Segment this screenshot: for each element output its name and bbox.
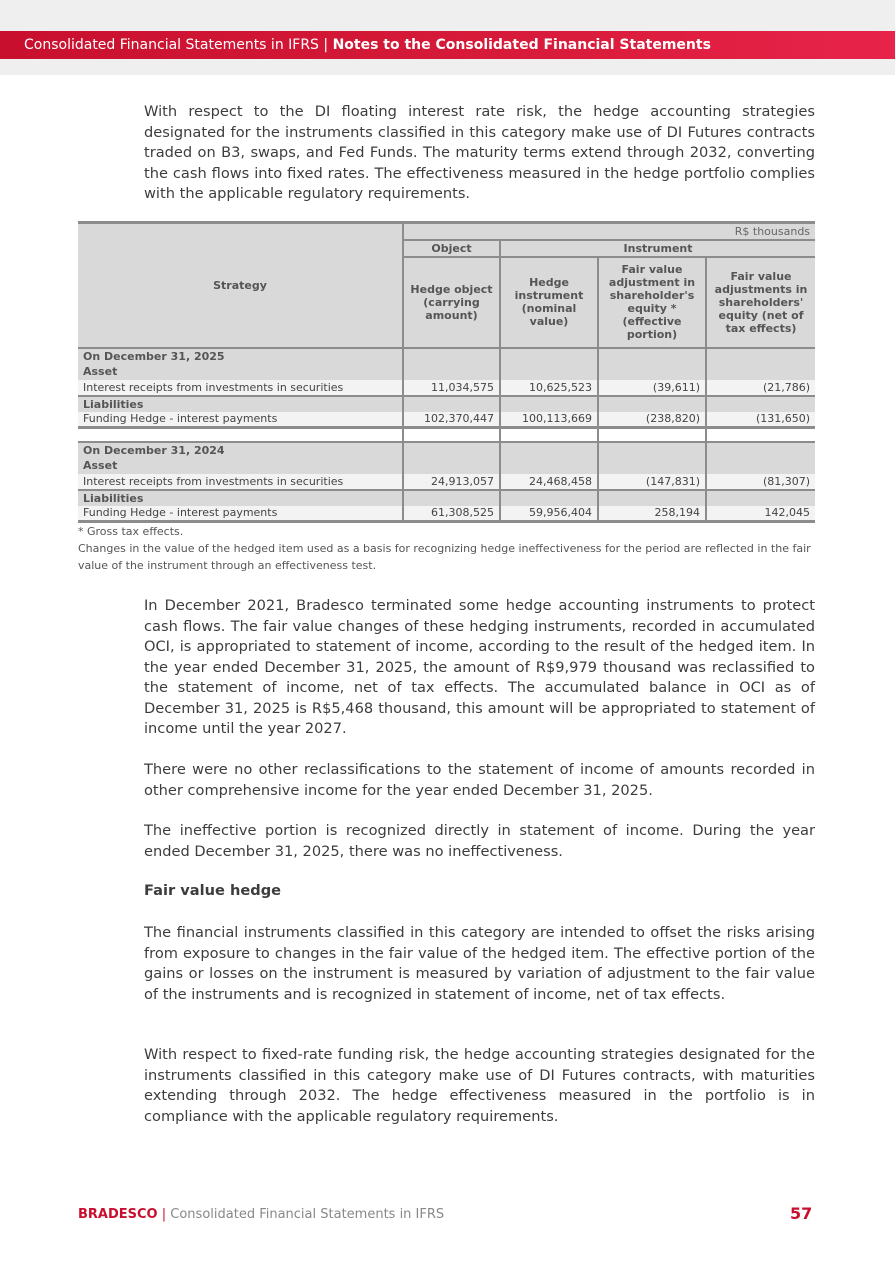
intro-paragraph: With respect to the DI floating interest rate risk, the hedge accounting strategies designated for the instruments classified in this category make use of DI Futures contracts traded on B3, swaps, and Fed Funds. The maturity terms extend through 2032, converting the cash flows into fixed rates. The effectiveness measured in the hedge portfolio complies with the applicable regulatory requirements. — [144, 103, 815, 202]
paragraph-oci: In December 2021, Bradesco terminated some hedge accounting instruments to protect cash flows. The fair value changes of these hedging instruments, recorded in accumulated OCI, is appropriated to statement of income, according to the result of the hedged item. In the year ended December 31, 2025, the amount of R$9,979 thousand was reclassified to the statement of income, net of tax effects. The accumulated balance in OCI as of December 31, 2025 is R$5,468 thousand, this amount will be appropriated to statement of income until the year 2027. — [144, 597, 815, 737]
cell-value: 59,956,404 — [500, 506, 598, 522]
col-header-hedge-object: Hedge object (carrying amount) — [403, 257, 500, 348]
cell-value: 24,468,458 — [500, 474, 598, 490]
cell-value: 258,194 — [598, 506, 706, 522]
cell-value: (39,611) — [598, 380, 706, 396]
footer-title: Consolidated Financial Statements in IFRS — [170, 1207, 445, 1222]
row-name: Funding Hedge - interest payments — [78, 412, 403, 428]
cell-value: (147,831) — [598, 474, 706, 490]
object-header: Object — [403, 240, 500, 257]
cell-value: 10,625,523 — [500, 380, 598, 396]
table-row — [78, 474, 815, 490]
section-heading: Fair value hedge — [144, 882, 282, 899]
section-asset: Asset — [78, 364, 403, 380]
paragraph-fair-value: The financial instruments classified in this category are intended to offset the risks arising from exposure to changes in the fair value of the hedged item. The effective portion of the gains or losses on the instrument is measured by variation of adjustment to the fair value of the instruments and is recognized in statement of income, net of tax effects. — [144, 924, 815, 1003]
period-label: On December 31, 2024 — [78, 442, 403, 458]
instrument-header: Instrument — [500, 240, 815, 257]
col-header-fv-net: Fair value adjustments in shareholders' equity (net of tax effects) — [706, 257, 815, 348]
col-header-hedge-instrument: Hedge instrument (nominal value) — [500, 257, 598, 348]
period-label: On December 31, 2025 — [78, 348, 403, 364]
table-row — [78, 506, 815, 522]
cell-value: 142,045 — [706, 506, 815, 522]
cell-value: 11,034,575 — [403, 380, 500, 396]
strategy-header: Strategy — [78, 223, 403, 348]
row-name: Interest receipts from investments in securities — [78, 474, 403, 490]
paragraph-ineffective: The ineffective portion is recognized directly in statement of income. During the year ended December 31, 2025, there was no ineffectiveness. — [144, 822, 815, 860]
section-asset: Asset — [78, 458, 403, 474]
paragraph-reclassifications: There were no other reclassifications to the statement of income of amounts recorded in other comprehensive income for the year ended December 31, 2025. — [144, 761, 815, 799]
note-gross-tax: * Gross tax effects. — [78, 525, 184, 538]
cell-value: 100,113,669 — [500, 412, 598, 428]
section-liabilities: Liabilities — [78, 490, 403, 506]
footer — [78, 1207, 444, 1222]
cell-value: (21,786) — [706, 380, 815, 396]
section-liabilities: Liabilities — [78, 396, 403, 412]
units-label: R$ thousands — [403, 223, 815, 240]
header-subsection: Notes to the Consolidated Financial Statements — [332, 37, 711, 53]
cell-value: (131,650) — [706, 412, 815, 428]
cell-value: (238,820) — [598, 412, 706, 428]
note-changes: Changes in the value of the hedged item used as a basis for recognizing hedge ineffectiveness for the period are reflected in the fair value of the instrument through an effectiveness test. — [78, 542, 811, 572]
page-number: 57 — [790, 1204, 813, 1223]
header-bar — [0, 31, 895, 59]
footer-brand: BRADESCO — [78, 1207, 158, 1222]
cell-value: 61,308,525 — [403, 506, 500, 522]
table-row — [78, 380, 815, 396]
footer-separator: | — [161, 1207, 167, 1222]
cell-value: 24,913,057 — [403, 474, 500, 490]
hedge-table — [78, 221, 815, 523]
row-name: Interest receipts from investments in securities — [78, 380, 403, 396]
header-section: Consolidated Financial Statements in IFRS | — [24, 37, 329, 53]
paragraph-fixed-rate: With respect to fixed-rate funding risk, the hedge accounting strategies designated for the instruments classified in this category make use of DI Futures contracts, with maturities extending through 2032. The hedge effectiveness measured in the portfolio is in compliance with the applicable regulatory requirements. — [144, 1046, 815, 1125]
row-name: Funding Hedge - interest payments — [78, 506, 403, 522]
table-row — [78, 412, 815, 428]
cell-value: (81,307) — [706, 474, 815, 490]
cell-value: 102,370,447 — [403, 412, 500, 428]
col-header-fv-adjustment: Fair value adjustment in shareholder's equity * (effective portion) — [598, 257, 706, 348]
